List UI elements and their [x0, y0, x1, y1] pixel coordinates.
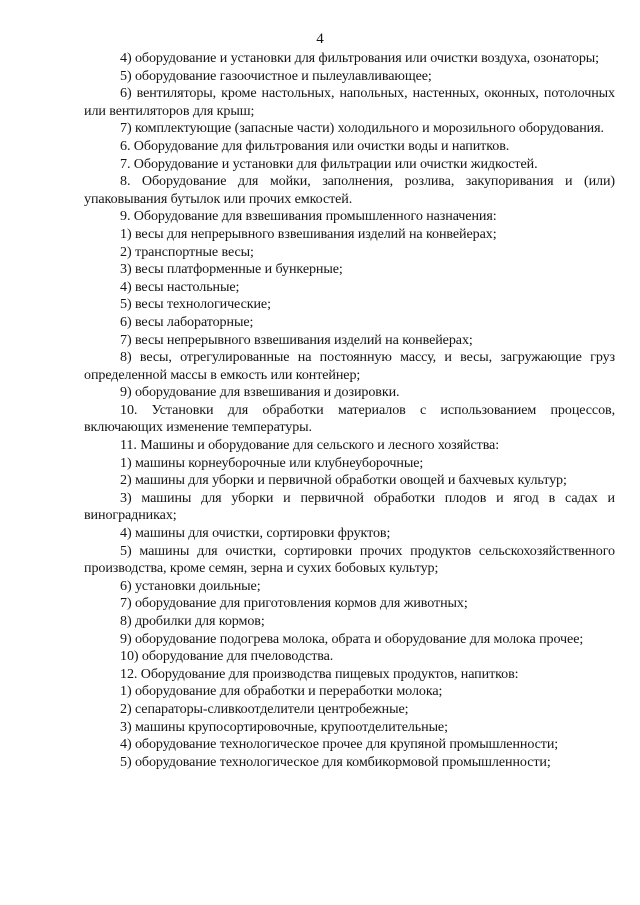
paragraph: 4) машины для очистки, сортировки фруктов; [120, 525, 391, 542]
paragraph: 2) машины для уборки и первичной обработки овощей и бахчевых культур; [120, 472, 567, 489]
paragraph: 7) весы непрерывного взвешивания изделий на конвейерах; [120, 331, 473, 348]
paragraph: 6. Оборудование для фильтрования или очистки воды и напитков. [120, 137, 510, 154]
paragraph: 8) весы, отрегулированные на постоянную массу, и весы, загружающие груз определенной массы в емкость или контейнер; [84, 349, 615, 383]
paragraph: 12. Оборудование для производства пищевых продуктов, напитков: [120, 665, 519, 682]
paragraph: 8) дробилки для кормов; [120, 613, 265, 629]
document-body [84, 50, 615, 771]
paragraph: 2) транспортные весы; [120, 243, 254, 260]
paragraph: 10) оборудование для пчеловодства. [120, 648, 334, 665]
paragraph: 1) оборудование для обработки и переработки молока; [120, 683, 443, 700]
paragraph: 4) оборудование и установки для фильтрования или очистки воздуха, озонаторы; [120, 50, 599, 66]
paragraph: 9) оборудование для взвешивания и дозировки. [120, 384, 400, 401]
paragraph: 5) оборудование газоочистное и пылеулавливающее; [120, 67, 432, 84]
paragraph: 5) машины для очистки, сортировки прочих продуктов сельскохозяйственного производства, кроме семян, зерна и сухих бобовых культур; [84, 542, 615, 577]
paragraph: 8. Оборудование для мойки, заполнения, розлива, закупоривания и (или) упаковывания бутылок или прочих емкостей. [84, 173, 615, 207]
paragraph: 2) сепараторы-сливкоотделители центробежные; [120, 700, 409, 717]
paragraph: 7) оборудование для приготовления кормов для животных; [120, 595, 468, 612]
paragraph: 9) оборудование подогрева молока, обрата и оборудование для молока прочее; [120, 630, 584, 647]
paragraph: 7) комплектующие (запасные части) холодильного и морозильного оборудования. [120, 120, 604, 137]
paragraph: 5) оборудование технологическое для комбикормовой промышленности; [120, 753, 551, 770]
paragraph: 4) оборудование технологическое прочее для крупяной промышленности; [120, 736, 559, 753]
paragraph: 6) установки доильные; [120, 577, 261, 594]
paragraph: 3) весы платформенные и бункерные; [120, 261, 343, 278]
paragraph: 3) машины для уборки и первичной обработки плодов и ягод в садах и виноградниках; [84, 489, 615, 524]
paragraph: 4) весы настольные; [120, 278, 240, 295]
paragraph: 6) весы лабораторные; [120, 313, 254, 330]
paragraph: 5) весы технологические; [120, 296, 271, 313]
paragraph: 6) вентиляторы, кроме настольных, напольных, настенных, оконных, потолочных или вентиляторов для крыш; [84, 85, 615, 119]
paragraph: 3) машины крупосортировочные, крупоотделительные; [120, 718, 448, 735]
paragraph: 11. Машины и оборудование для сельского и лесного хозяйства: [120, 437, 500, 454]
page-number: 4 [316, 31, 324, 47]
paragraph: 1) весы для непрерывного взвешивания изделий на конвейерах; [120, 225, 497, 242]
paragraph: 1) машины корнеуборочные или клубнеуборочные; [120, 454, 424, 471]
paragraph: 10. Установки для обработки материалов с использованием процессов, включающих изменение температуры. [84, 401, 615, 436]
paragraph: 9. Оборудование для взвешивания промышленного назначения: [120, 208, 497, 225]
paragraph: 7. Оборудование и установки для фильтрации или очистки жидкостей. [120, 155, 538, 172]
